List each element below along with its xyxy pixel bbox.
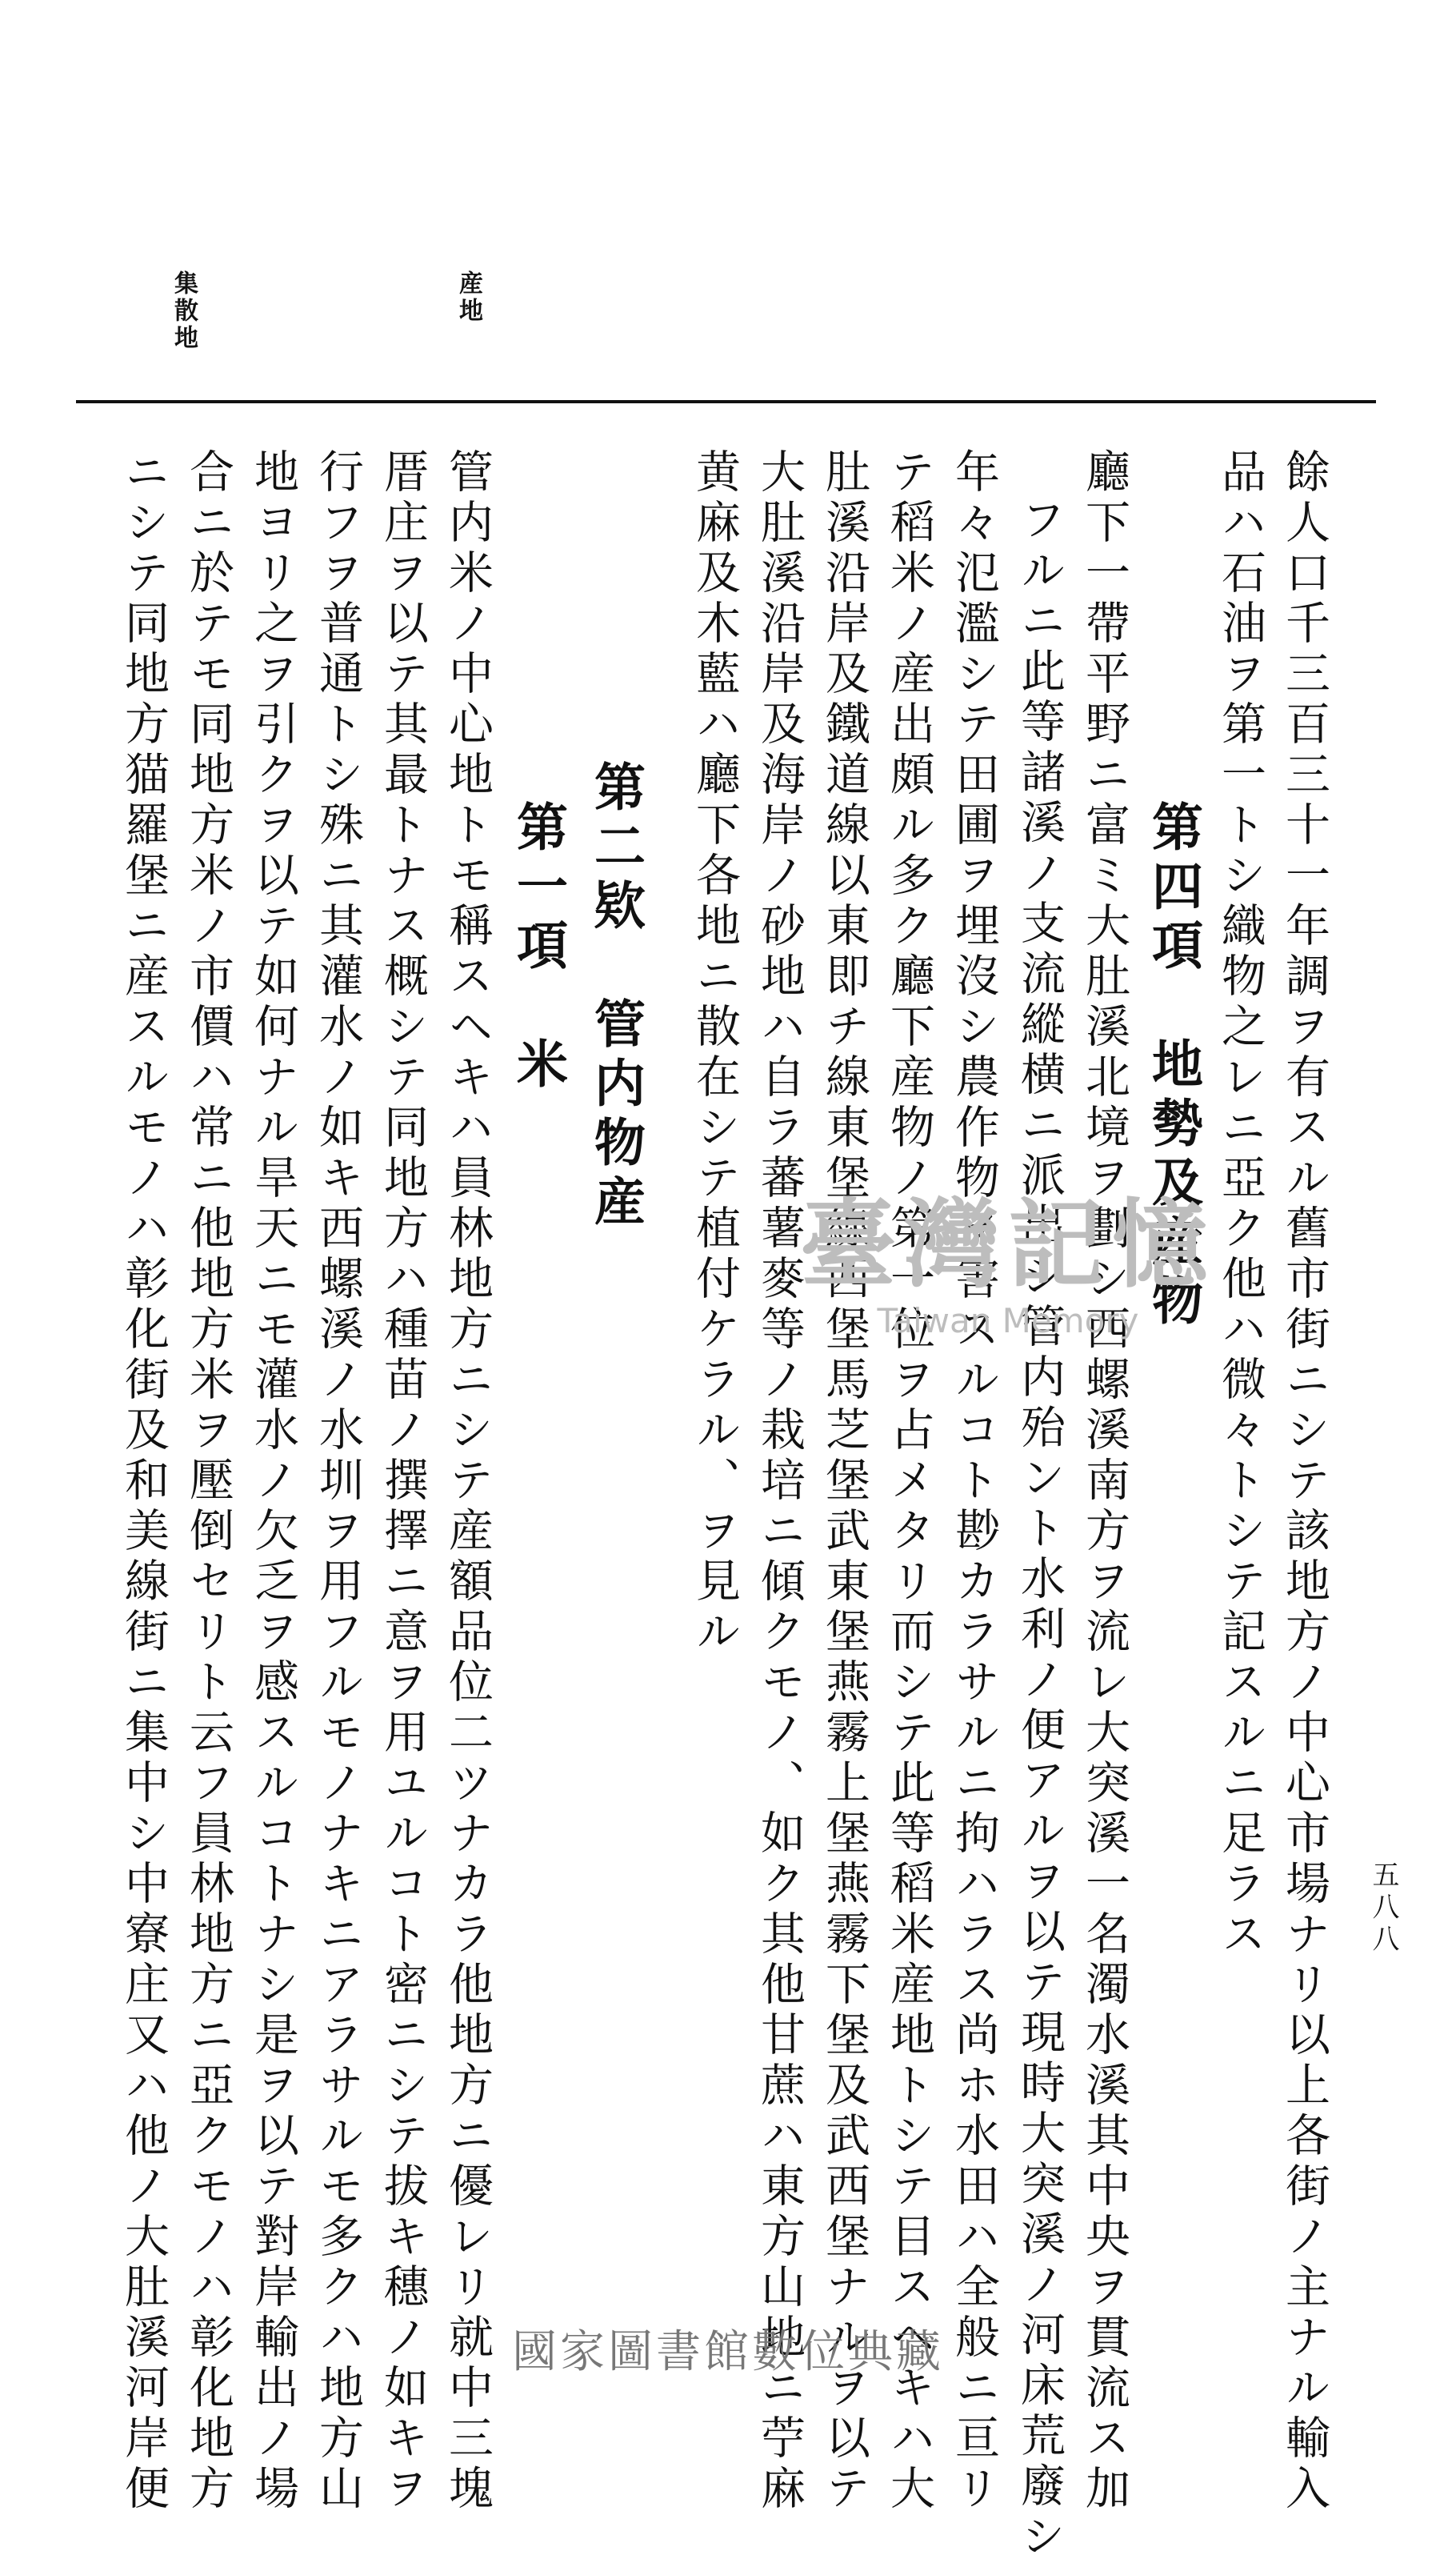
text-line-15: ニシテ同地方猫羅堡ニ産スルモノハ彰化街及和美線街ニ集中シ中寮庄又ハ他ノ大肚溪河岸便 (118, 448, 170, 2515)
watermark-sub-text: Taiwan Memory (877, 1301, 1139, 1340)
text-line-13: 地ヨリ之ヲ引クヲ以テ如何ナル旱天ニモ灌水ノ欠乏ヲ感スルコトナシ是ヲ以テ對岸輸出ノ場 (247, 448, 299, 2515)
text-line-10: 管内米ノ中心地トモ稱スヘキハ員林地方ニシテ産額品位二ツナカラ他地方ニ優レリ就中三塊 (442, 448, 494, 2515)
text-line-9: 黄麻及木藍ハ廳下各地ニ散在シテ植付ケラル、ヲ見ル (689, 448, 741, 1658)
text-line-7: 肚溪沿岸及鐵道線以東即チ線東堡線西堡馬芝堡武東堡燕霧上堡燕霧下堡及武西堡ナルヲ以テ (818, 448, 870, 2515)
footer-credit: 國家圖書館數位典藏 (512, 2326, 944, 2378)
text-line-14: 合ニ於テモ同地方米ノ市價ハ常ニ他地方米ヲ壓倒セリト云フ員林地方ニ亞クモノハ彰化地方 (182, 448, 234, 2515)
heading-item-1: 第一項 米 (508, 800, 568, 1096)
text-line-6: テ稻米ノ産出頗ル多ク廳下産物ノ第一位ヲ占メタリ而シテ此等稻米産地トシテ目スヘキハ大 (883, 448, 935, 2515)
margin-note-collection: 集散地 (170, 270, 198, 352)
text-line-12: 行フヲ普通トシ殊ニ其灌水ノ如キ西螺溪ノ水圳ヲ用フルモノナキニアラサルモ多クハ地方山 (312, 448, 364, 2515)
watermark-main-text: 臺灣記憶 (800, 1188, 1216, 1301)
text-line-4: フルニ此等諸溪ノ支流縱横ニ派出シ管内殆ント水利ノ便アルヲ以テ現時大突溪ノ河床荒廢シ (1014, 496, 1066, 2563)
text-line-5: 年々氾濫シテ田圃ヲ埋沒シ農作物ヲ害スルコト尠カラサルニ拘ハラス尚ホ水田ハ全般ニ亘リ (948, 448, 1000, 2515)
margin-note-production: 産地 (454, 270, 482, 325)
page-number: 五八八 (1367, 1860, 1399, 1956)
text-line-3: 廳下一帶平野ニ富ミ大肚溪北境ヲ劃シ西螺溪南方ヲ流レ大突溪一名濁水溪其中央ヲ貫流ス加 (1078, 448, 1130, 2515)
heading-section-4: 第四項 地勢及産物 (1143, 800, 1203, 1333)
text-line-11: 厝庄ヲ以テ其最トナス概シテ同地方ハ種苗ノ撰擇ニ意ヲ用ユルコト密ニシテ拔キ穗ノ如キヲ (377, 448, 429, 2515)
text-line-8: 大肚溪沿岸及海岸ノ砂地ハ自ラ蕃薯麥等ノ栽培ニ傾クモノ、如ク其他甘蔗ハ東方山地ニ苧麻 (754, 448, 806, 2515)
text-line-2: 品ハ石油ヲ第一トシ織物之レニ亞ク他ハ微々トシテ記スルニ足ラス (1214, 448, 1266, 1960)
text-line-1: 餘人口千三百三十一年調ヲ有スル舊市街ニシテ該地方ノ中心市場ナリ以上各街ノ主ナル輸入 (1278, 448, 1330, 2515)
heading-chapter-2: 第二欵 管内物産 (586, 760, 646, 1234)
section-divider (76, 400, 1376, 403)
